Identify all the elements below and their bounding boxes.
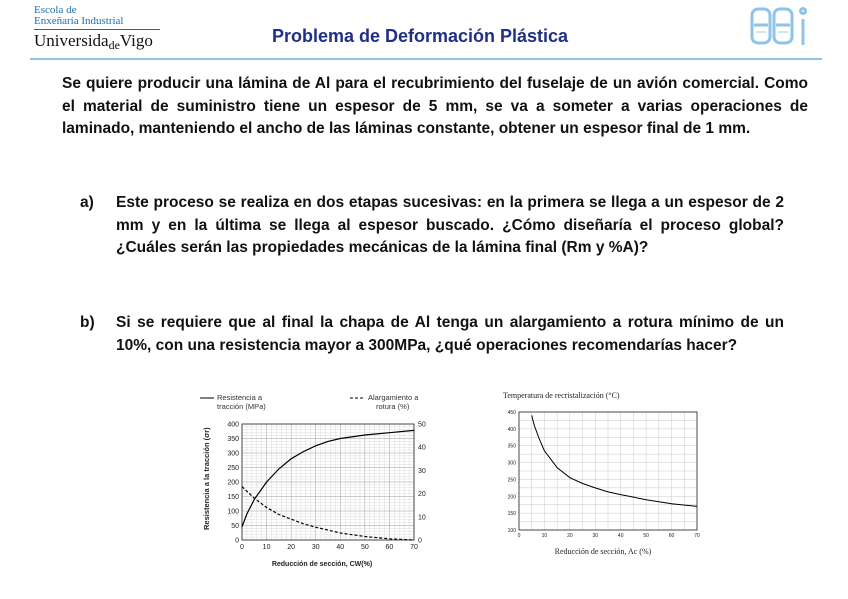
y-tick-label: 100 [507,528,516,534]
logo-univ-part: Universida [34,31,109,50]
y-left-tick-label: 0 [235,537,239,545]
chart-title: Temperatura de recristalización (°C) [503,391,620,400]
y-right-tick-label: 30 [418,467,426,475]
y-tick-label: 450 [507,410,516,416]
x-tick-label: 30 [311,544,320,551]
school-logo [34,5,184,54]
legend-elongation-label: Alargamiento a [368,393,419,402]
y-right-tick-label: 20 [418,491,426,499]
legend-strength-label: tracción (MPa) [217,402,266,411]
y-left-tick-label: 300 [227,450,239,458]
recrystallization-chart [497,388,709,562]
y-tick-label: 200 [507,494,516,501]
x-axis-label: Reducción de sección, Ac (%) [554,547,652,556]
x-tick-label: 70 [410,544,418,551]
y-left-tick-label: 50 [231,523,239,530]
question-a [80,192,784,260]
x-tick-label: 50 [360,544,369,551]
y-axis-label: Resistencia a la tracción (σr) [202,427,211,530]
y-left-tick-label: 100 [227,508,239,516]
logo-university [34,32,184,54]
logo-univ-de: de [108,38,120,52]
logo-school-name: Enxeñaría Industrial [34,15,124,27]
eei-logo-icon [750,3,816,51]
strength-series-line [242,430,414,527]
x-tick-label: 60 [385,544,394,551]
logo-school-line: Escola de [34,4,77,16]
page-title: Problema de Deformación Plástica [271,26,569,46]
logo-univ-city: Vigo [119,31,153,50]
question-b [80,312,784,357]
x-tick-label: 10 [541,533,548,539]
y-tick-label: 400 [507,426,516,433]
y-left-tick-label: 400 [227,421,239,429]
logo-divider [34,29,160,30]
legend-elongation-label: rotura (%) [376,402,410,411]
elongation-series-line [242,487,414,540]
question-marker: a) [80,194,94,211]
y-tick-label: 300 [507,460,516,467]
x-tick-label: 60 [668,533,675,539]
x-tick-label: 0 [517,533,521,539]
x-tick-label: 40 [336,544,345,551]
y-left-tick-label: 350 [227,436,239,443]
x-tick-label: 10 [262,544,271,551]
question-text: Este proceso se realiza en dos etapas sucesivas: en la primera se llega a un espesor de 2 mm y en la última se llega al espesor buscado. ¿Cómo diseñaría el proceso global? ¿Cuáles serán las propiedades mecánicas de la lámina final (Rm y %A)? [116,194,784,256]
header-divider [30,58,822,60]
x-tick-label: 20 [287,544,296,551]
question-text: Si se requiere que al final la chapa de Al tenga un alargamiento a rotura mínimo de un 10%, con una resistencia mayor a 300MPa, ¿qué operaciones recomendarías hacer? [116,314,784,354]
x-tick-label: 30 [592,533,599,539]
legend-strength-label: Resistencia a [217,393,263,402]
x-tick-label: 40 [617,533,624,539]
problem-statement: Se quiere producir una lámina de Al para el recubrimiento del fuselaje de un avión comercial. Como el material de suministro tiene un espesor de 5 mm, se va a someter a varias operaciones de laminado, manteniendo el ancho de las láminas constante, obtener un espesor final de 1 mm. [62,75,808,137]
y-right-tick-label: 40 [418,444,426,452]
x-axis-label: Reducción de sección, CW(%) [271,561,373,568]
y-left-tick-label: 200 [227,479,239,487]
y-right-tick-label: 0 [418,537,422,545]
y-tick-label: 250 [507,477,516,484]
y-tick-label: 150 [507,511,516,518]
x-tick-label: 70 [694,533,700,539]
x-tick-label: 20 [567,533,573,539]
strength-elongation-chart [196,388,448,572]
y-left-tick-label: 150 [227,494,239,501]
question-marker: b) [80,314,95,331]
y-tick-label: 350 [507,443,516,450]
y-left-tick-label: 250 [227,465,239,472]
y-right-tick-label: 10 [418,514,426,522]
y-right-tick-label: 50 [418,421,426,429]
x-tick-label: 0 [240,544,244,551]
x-tick-label: 50 [643,533,649,539]
